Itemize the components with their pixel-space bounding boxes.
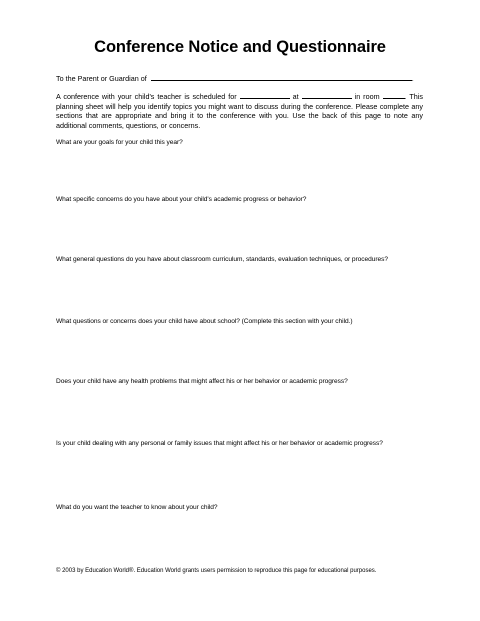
date-blank: [240, 92, 290, 99]
question-goals: What are your goals for your child this year?: [56, 139, 183, 146]
salutation-prefix: To the Parent or Guardian of: [56, 74, 147, 83]
question-teacher-know: What do you want the teacher to know about your child?: [56, 504, 218, 511]
page-title: Conference Notice and Questionnaire: [94, 38, 386, 56]
question-child-concerns: What questions or concerns does your child have about school? (Complete this section with your child.): [56, 318, 353, 325]
room-blank: [383, 92, 405, 99]
salutation-line: [56, 73, 414, 83]
intro-text-3: in room: [354, 92, 380, 101]
intro-text-2: at: [292, 92, 299, 101]
question-personal-issues: Is your child dealing with any personal or family issues that might affect his or her behavior or academic progress?: [56, 440, 383, 447]
question-concerns: What specific concerns do you have about your child's academic progress or behavior?: [56, 196, 307, 203]
copyright-footer: © 2003 by Education World®. Education World grants users permission to reproduce this page for educational purposes.: [56, 568, 377, 574]
intro-text-1: A conference with your child's teacher is scheduled for: [56, 92, 237, 101]
question-curriculum: What general questions do you have about classroom curriculum, standards, evaluation techniques, or procedures?: [56, 256, 389, 263]
question-health: Does your child have any health problems that might affect his or her behavior or academic progress?: [56, 378, 348, 385]
child-name-blank: [151, 73, 412, 81]
intro-text-4: . This planning sheet will help you identify topics you might want to discuss during the conference. Please complete any sections that are appropriate and bring it to the conference with you. Use the back of this page to note any additional comments, questions, or concerns.: [56, 92, 423, 131]
time-blank: [302, 92, 352, 99]
intro-paragraph: [56, 92, 423, 131]
salutation-suffix: .: [411, 74, 414, 83]
